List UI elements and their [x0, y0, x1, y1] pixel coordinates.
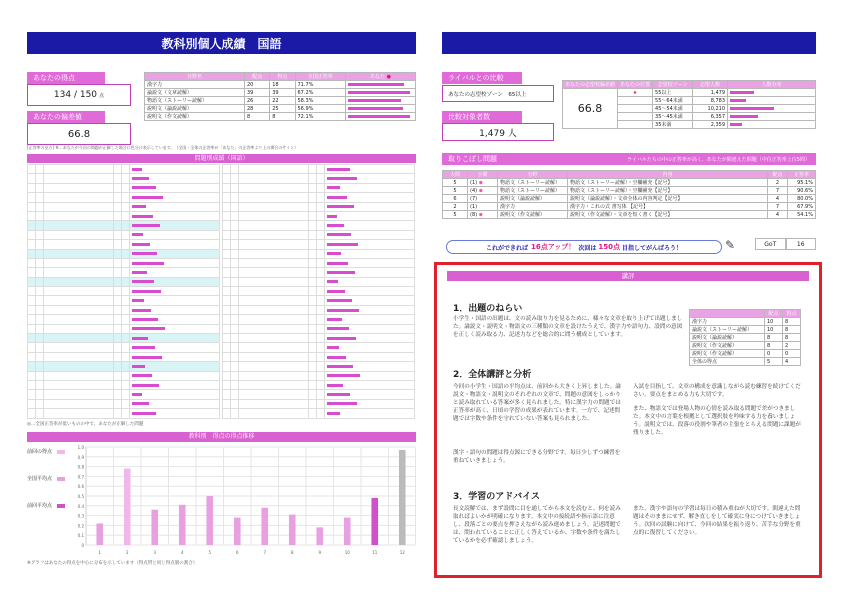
- chart-xtick-label: 1: [98, 550, 102, 555]
- question-bar: [132, 290, 161, 293]
- distribution-legend: [27, 446, 67, 546]
- question-row: [223, 399, 415, 408]
- question-bar: [327, 393, 350, 396]
- question-bar: [132, 168, 142, 171]
- question-bar: [327, 252, 341, 255]
- rival-bar: [730, 115, 758, 118]
- subject-header-score: 得点: [270, 73, 295, 81]
- legend-item-prev: 前回の得点: [27, 448, 67, 455]
- question-row: [28, 258, 220, 267]
- rival-label: ライバルとの比較: [442, 72, 522, 84]
- applicants-value: 1,479 人: [479, 128, 517, 139]
- question-bar: [327, 168, 350, 171]
- question-bar: [132, 224, 160, 227]
- chart-xtick-label: 2: [125, 550, 129, 555]
- question-bar: [132, 309, 151, 312]
- question-bar: [132, 252, 157, 255]
- question-row: [223, 268, 415, 277]
- section-1-title: 1．出題のねらい: [453, 304, 523, 314]
- retry-header-field: 分野: [498, 171, 568, 179]
- commentary-panel: [434, 262, 822, 578]
- question-bar: [327, 243, 358, 246]
- question-bar: [327, 384, 343, 387]
- question-bar: [327, 196, 347, 199]
- deviation-box: [27, 123, 131, 145]
- legend-swatch-prev: [57, 450, 65, 454]
- chart-ytick-label: 0.8: [77, 464, 84, 470]
- section-3-text-b: また、漢字や語句の学習は毎日の積み重ねが大切です。間違えた問題はそのままにせず、解き直しをして確実に身につけていきましょう。次回の試験に向けて、今回の結果を振り返り、苦手な分野を重点的に復習してください。: [633, 506, 801, 536]
- deviation-label: あなたの偏差値: [27, 111, 105, 123]
- question-row: [28, 334, 220, 343]
- retry-table: [442, 170, 816, 219]
- question-row: [28, 165, 220, 174]
- chart-ytick-label: 0.2: [77, 523, 84, 529]
- question-row: [28, 268, 220, 277]
- retry-header-q: 大問: [443, 171, 468, 179]
- question-row: [223, 183, 415, 192]
- question-row: [223, 296, 415, 305]
- question-row: [223, 230, 415, 239]
- question-bar: [327, 233, 351, 236]
- subject-header-rate: 全国正答率: [295, 73, 346, 81]
- question-row: [28, 305, 220, 314]
- question-bar: [327, 290, 345, 293]
- question-row: [28, 230, 220, 239]
- rival-row: 35〜45未満 6,357: [563, 113, 816, 121]
- question-row: [223, 352, 415, 361]
- subject-bar: [348, 91, 410, 94]
- question-row: [28, 352, 220, 361]
- question-bar: [132, 402, 149, 405]
- question-bar: [327, 309, 359, 312]
- question-bar: [132, 243, 150, 246]
- question-row: [28, 211, 220, 220]
- chart-bar: [234, 518, 241, 545]
- question-row: [223, 258, 415, 267]
- question-row: [223, 315, 415, 324]
- question-bar: [132, 215, 153, 218]
- mini-row: 説明文（論説読解） 8 8: [690, 334, 801, 342]
- question-row: [223, 287, 415, 296]
- question-row: [28, 240, 220, 249]
- question-row: [223, 305, 415, 314]
- question-bar: [132, 186, 156, 189]
- chart-xtick-label: 5: [208, 550, 212, 555]
- subject-bar: [348, 115, 410, 118]
- question-bar: [132, 318, 158, 321]
- rival-big-number: 66.8: [563, 89, 618, 129]
- motivation-goal: 150点: [598, 243, 620, 251]
- retry-note: ライバルたちの中の正答率が高く、あなたが間違えた問題（中位正答率上位5問）: [627, 156, 810, 163]
- chart-xtick-label: 11: [372, 550, 378, 555]
- chart-xtick-label: 3: [153, 550, 157, 555]
- subject-header-max: 配点: [245, 73, 270, 81]
- rival-bar: [730, 91, 754, 94]
- question-bar: [132, 384, 159, 387]
- retry-header-pts: 配点: [768, 171, 788, 179]
- question-row: [28, 174, 220, 183]
- chart-bar: [316, 527, 323, 545]
- question-row: [28, 409, 220, 418]
- rival-row: 45〜54未満 10,210: [563, 105, 816, 113]
- chart-ytick-label: 1.0: [77, 445, 84, 450]
- commentary-header: 講評: [447, 271, 809, 281]
- question-grid: [27, 164, 416, 416]
- mini-row: 説明文（作文読解） 0 0: [690, 350, 801, 358]
- question-row: [28, 221, 220, 230]
- retry-row: 6 (7) 説明文（論説読解） 説明文（論説読解）・文章全体の内容判定【記号】 4 80.0%: [443, 195, 816, 203]
- rival-bar: [730, 123, 742, 126]
- question-bar: [327, 356, 346, 359]
- section-3-title: 3．学習のアドバイス: [453, 492, 540, 502]
- chart-bar: [96, 523, 103, 545]
- retry-row: 5 (4) ⊗ 物語文（ストーリー読解） 物語文（ストーリー読解）・空欄補充【記号】 7 90.6%: [443, 187, 816, 195]
- question-row: [223, 334, 415, 343]
- question-bar: [132, 280, 154, 283]
- question-bar: [327, 177, 357, 180]
- subject-bar: [348, 99, 401, 102]
- section-2-title: 2．全体講評と分析: [453, 370, 532, 380]
- question-bar: [327, 299, 352, 302]
- distribution-caption: ※グラフはあなたの得点を中心に分布を示しています（得点帯と同じ得点層の割合）: [27, 561, 198, 566]
- section-2-text-a: 今回の小学生・国語の平均点は、前回から大きく上昇しました。論説文・物語文・説明文のそれぞれの文章で、問題の意図をしっかりと読み取れている答案が多く見られました。特に漢字力の問題では正答率が高く、日頃の学習の成果が表れています。一方で、記述問題では字数や条件を守れていない答案も見られました。: [453, 384, 621, 422]
- question-bar: [327, 271, 355, 274]
- question-bar: [132, 393, 142, 396]
- question-bar: [327, 215, 337, 218]
- chart-ytick-label: 0.9: [77, 454, 84, 460]
- mini-row: 論説文（ストーリー読解） 10 8: [690, 326, 801, 334]
- question-row: [223, 362, 415, 371]
- question-row: [28, 202, 220, 211]
- retry-header-rate: 正答率: [788, 171, 816, 179]
- question-bar: [132, 327, 165, 330]
- rival-bar: [730, 107, 774, 110]
- section-2-text-b: また、物語文では登場人物の心情を読み取る問題で差がつきました。本文中の言葉を根拠として選択肢を吟味する力を養いましょう。説明文では、段落の役割や筆者の主張をとらえる問題に課題が残りました。: [633, 406, 801, 436]
- question-bar: [327, 205, 354, 208]
- question-bar: [327, 318, 342, 321]
- chart-ytick-label: 0.3: [77, 513, 84, 519]
- chart-bar: [344, 518, 351, 545]
- got-label: GoT: [755, 238, 786, 250]
- section-2-text-c: 漢字・語句の問題は得点源にできる分野です。毎日少しずつ練習を重ねていきましょう。: [453, 450, 621, 464]
- question-row: [223, 343, 415, 352]
- subject-row: 説明文（作文読解） 8 8 72.1%: [145, 113, 416, 121]
- question-row: [223, 390, 415, 399]
- chart-ytick-label: 0.6: [77, 484, 84, 490]
- chart-xtick-label: 10: [344, 550, 350, 555]
- chart-xtick-label: 6: [235, 550, 239, 555]
- question-bar: [132, 233, 143, 236]
- chart-xtick-label: 4: [180, 550, 184, 555]
- rival-header-dist: 人数分布: [728, 81, 816, 89]
- question-row: [223, 221, 415, 230]
- retry-row: 5 (1) ⊗ 物語文（ストーリー読解） 物語文（ストーリー読解）・空欄補充【記号】 2 95.1%: [443, 179, 816, 187]
- your-score-value: 134 / 150: [53, 90, 98, 100]
- question-bar: [327, 337, 356, 340]
- question-row: [223, 371, 415, 380]
- legend-swatch-national: [57, 477, 65, 481]
- chart-xtick-label: 12: [399, 550, 405, 555]
- question-row: [223, 202, 415, 211]
- question-bar: [327, 327, 349, 330]
- question-row: [223, 240, 415, 249]
- rival-row: 55〜64未満 8,783: [563, 97, 816, 105]
- chart-xtick-label: 8: [290, 550, 294, 555]
- chart-bar: [124, 469, 131, 545]
- question-bar: [327, 262, 348, 265]
- question-bar: [132, 299, 144, 302]
- motivation-mid: 次回は: [578, 244, 597, 252]
- question-row: [28, 277, 220, 286]
- chart-bar: [399, 450, 406, 545]
- question-row: [223, 324, 415, 333]
- chart-bar: [289, 515, 296, 545]
- motivation-suffix: 目指してがんばろう！: [621, 244, 682, 252]
- your-score-label: あなたの得点: [27, 72, 105, 84]
- subject-header-you: あなた ●: [346, 73, 416, 81]
- legend-swatch-last: [57, 504, 65, 508]
- question-row: [28, 343, 220, 352]
- question-row: [223, 211, 415, 220]
- section-3-text-a: 長文読解では、まず設問に目を通してから本文を読むと、何を読み取ればよいかが明確になります。本文中の接続語や指示語に注意し、段落ごとの要点を押さえながら読み進めましょう。記述問題では、問われていることに正しく答えているか、字数や条件を満たしているかを必ず確認しましょう。: [453, 506, 621, 544]
- question-row: [28, 399, 220, 408]
- section-2-text-d: 入試を目指して、文章の構成を意識しながら読む練習を続けてください。要点をまとめる力も大切です。: [633, 384, 801, 398]
- question-row: [223, 409, 415, 418]
- question-row: [28, 296, 220, 305]
- got-value: 16: [786, 238, 817, 250]
- question-bar: [327, 374, 360, 377]
- right-title-banner: [442, 32, 816, 54]
- question-row: [223, 277, 415, 286]
- rival-box: [442, 85, 554, 102]
- subject-bar: [348, 83, 404, 86]
- chart-bar: [206, 496, 213, 545]
- question-row: [28, 249, 220, 258]
- subject-row: 漢字力 20 18 71.7%: [145, 81, 416, 89]
- rival-row: 35未満 2,359: [563, 121, 816, 129]
- legend-item-last: 前回平均点: [27, 502, 67, 509]
- distribution-chart: [70, 443, 416, 557]
- deviation-value: 66.8: [67, 128, 91, 140]
- your-score-unit: 点: [99, 92, 105, 99]
- subject-row: 物語文（ストーリー読解） 26 22 58.3%: [145, 97, 416, 105]
- retry-row: 2 (1) 漢字力 漢字力・これの式 書写体 【記号】 7 67.9%: [443, 203, 816, 211]
- rival-table: [562, 80, 816, 129]
- left-title-banner: 教科別個人成績 国語: [27, 32, 416, 54]
- question-bar: [132, 374, 152, 377]
- question-bar: [132, 177, 149, 180]
- mini-score-table: 配点 得点 漢字力 10 8 論説文（ストーリー読解） 10 8 説明文（論説読解） 8 8 説明文（作文読解） 8 2 説明文（作文読解） 0 0 全体の得点 5 4: [689, 309, 801, 366]
- question-row: [28, 193, 220, 202]
- question-bar: [132, 356, 162, 359]
- question-bar: [132, 365, 145, 368]
- motivation-banner: [446, 240, 722, 254]
- mini-row: 全体の得点 5 4: [690, 358, 801, 366]
- chart-ytick-label: 0.4: [77, 503, 84, 509]
- retry-title: [442, 153, 816, 165]
- chart-xtick-label: 7: [263, 550, 267, 555]
- retry-header-s: 小問: [468, 171, 498, 179]
- chart-xtick-label: 9: [318, 550, 322, 555]
- subject-row: 説明文（論説読解） 28 25 56.9%: [145, 105, 416, 113]
- mini-row: 説明文（作文読解） 8 2: [690, 342, 801, 350]
- motivation-up: 16点アップ！: [531, 243, 576, 251]
- retry-row: 5 (8) ⊗ 説明文（作文読解） 説明文（作文読解）・文章を短く書く【記号】 4 54.1%: [443, 211, 816, 219]
- question-bar: [132, 196, 163, 199]
- question-row: [28, 390, 220, 399]
- question-bar: [132, 262, 164, 265]
- rival-header-zone: 志望校ゾーン: [653, 81, 693, 89]
- your-score-box: [27, 84, 131, 106]
- got-box: [755, 238, 816, 250]
- question-section-title: 問題別成績（国語）: [27, 154, 416, 163]
- question-bar: [132, 337, 148, 340]
- question-bar: [327, 280, 338, 283]
- question-row: [28, 315, 220, 324]
- subject-header-name: 分野名: [145, 73, 245, 81]
- chart-bar: [179, 505, 186, 545]
- chart-bar: [151, 510, 158, 545]
- subject-table: [144, 72, 416, 121]
- rate-note: [正答率の見方] ※…あなたが今回の問題が正解した場合に色分け表示しています。（全国・全体の正答率が「あなた」の正答率より上の場合のサイン）: [27, 145, 299, 150]
- question-row: [223, 165, 415, 174]
- rival-header-count: 志望人数: [693, 81, 728, 89]
- question-row: [28, 183, 220, 192]
- subject-bar: [348, 107, 403, 110]
- question-legend: ◎…全国正答率が低いものの中で、あなたが正解した問題: [27, 422, 144, 427]
- retry-title-text: 取りこぼし問題: [448, 155, 497, 163]
- question-bar: [132, 205, 146, 208]
- question-bar: [132, 271, 147, 274]
- question-bar: [327, 186, 340, 189]
- question-row: [223, 193, 415, 202]
- question-row: [28, 380, 220, 389]
- retry-header-content: 内容: [568, 171, 768, 179]
- question-bar: [327, 346, 339, 349]
- legend-item-national: 全国平均点: [27, 475, 67, 482]
- subject-row: 論説文（文章読解） 39 39 67.2%: [145, 89, 416, 97]
- chart-ytick-label: 0.5: [77, 494, 84, 499]
- question-row: [28, 371, 220, 380]
- question-bar: [327, 224, 344, 227]
- question-row: [223, 174, 415, 183]
- chart-ytick-label: 0: [81, 543, 84, 548]
- chart-bar: [261, 508, 268, 545]
- question-bar: [327, 412, 340, 415]
- rival-header-pos: あなたの位置: [618, 81, 653, 89]
- question-bar: [327, 402, 357, 405]
- motivation-prefix: これができれば: [486, 244, 529, 252]
- pencil-icon: ✎: [725, 238, 736, 252]
- question-row: [28, 362, 220, 371]
- question-row: [223, 380, 415, 389]
- section-1-text: 小学生・国語の出題は、文の読み取り力を見るために、様々な文章を取り上げて出題しました。論説文・説明文・物語文の三種類の文章を設けたうえで、漢字力や語句力、設問の意図を正しく読み取る力、記述力などを総合的に問う構成としています。: [453, 316, 683, 338]
- rival-value: あなたの志望校ゾーン 65以上: [448, 91, 527, 98]
- question-row: [28, 324, 220, 333]
- question-bar: [327, 365, 353, 368]
- applicants-box: [442, 123, 554, 141]
- chart-ytick-label: 0.1: [77, 533, 84, 539]
- question-row: [28, 287, 220, 296]
- rival-bar: [730, 99, 746, 102]
- question-row: [223, 249, 415, 258]
- mini-row: 漢字力 10 8: [690, 318, 801, 326]
- rival-row: 66.8 ★ 55以上 1,479: [563, 89, 816, 97]
- question-bar: [132, 412, 156, 415]
- chart-bar: [371, 498, 378, 545]
- chart-ytick-label: 0.7: [77, 474, 84, 480]
- question-bar: [132, 346, 155, 349]
- applicants-label: 比較対象者数: [442, 111, 522, 123]
- distribution-title: 教科別 得点の得点推移: [27, 432, 416, 442]
- rival-header-dev: あなたの志望校偏差値: [563, 81, 618, 89]
